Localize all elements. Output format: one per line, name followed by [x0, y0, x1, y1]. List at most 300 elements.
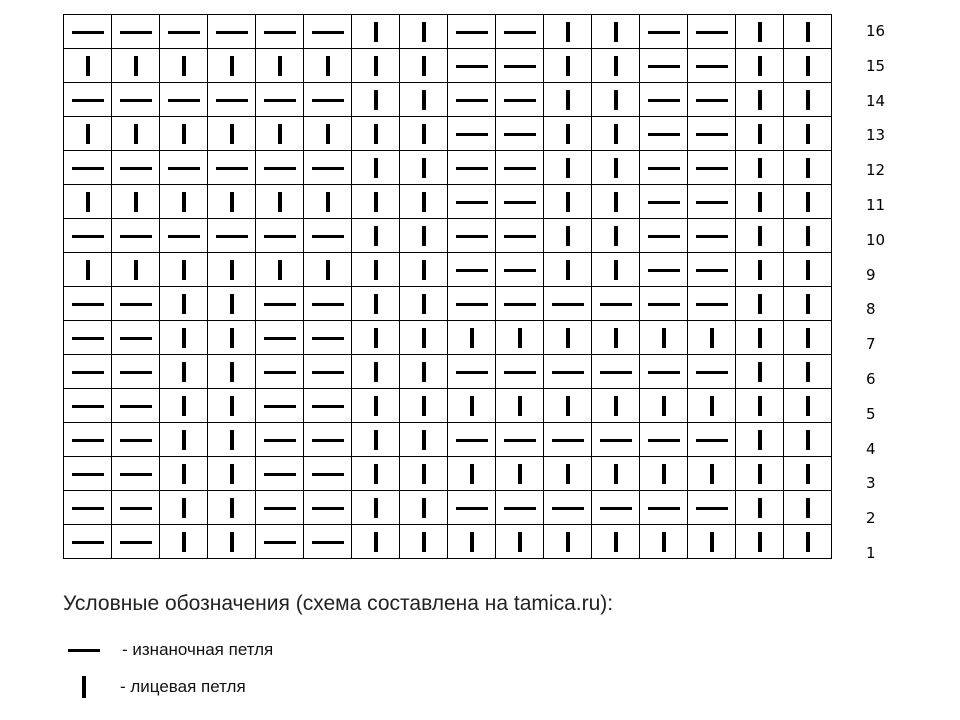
purl-stitch-dash-icon — [648, 167, 680, 170]
chart-cell — [64, 355, 112, 389]
chart-cell — [640, 355, 688, 389]
chart-cell — [640, 457, 688, 491]
row-number: 10 — [866, 230, 886, 249]
chart-cell — [784, 253, 832, 287]
chart-cell — [160, 287, 208, 321]
chart-cell — [448, 423, 496, 457]
knit-stitch-bar-icon — [518, 532, 522, 552]
chart-cell — [400, 117, 448, 151]
chart-cell — [112, 83, 160, 117]
chart-cell — [256, 253, 304, 287]
knit-stitch-bar-icon — [182, 464, 186, 484]
chart-cell — [688, 321, 736, 355]
row-number: 9 — [866, 265, 876, 284]
purl-stitch-dash-icon — [504, 507, 536, 510]
purl-stitch-dash-icon — [648, 65, 680, 68]
knit-stitch-bar-icon — [182, 430, 186, 450]
chart-row — [64, 423, 832, 457]
knit-stitch-bar-icon — [566, 22, 570, 42]
purl-stitch-dash-icon — [600, 303, 632, 306]
chart-cell — [160, 423, 208, 457]
row-number: 4 — [866, 439, 876, 458]
chart-cell — [544, 525, 592, 559]
chart-cell — [496, 491, 544, 525]
chart-cell — [784, 117, 832, 151]
chart-cell — [688, 525, 736, 559]
chart-cell — [160, 83, 208, 117]
chart-cell — [688, 457, 736, 491]
knit-stitch-bar-icon — [374, 226, 378, 246]
knit-stitch-bar-icon — [806, 328, 810, 348]
purl-stitch-dash-icon — [72, 99, 104, 102]
chart-cell — [496, 525, 544, 559]
chart-cell — [160, 355, 208, 389]
chart-cell — [448, 287, 496, 321]
chart-cell — [112, 49, 160, 83]
row-number: 2 — [866, 509, 876, 528]
chart-cell — [112, 253, 160, 287]
purl-stitch-dash-icon — [312, 473, 344, 476]
row-number: 12 — [866, 161, 886, 180]
chart-cell — [304, 355, 352, 389]
purl-stitch-dash-icon — [72, 337, 104, 340]
knit-stitch-bar-icon — [422, 430, 426, 450]
purl-stitch-dash-icon — [216, 31, 248, 34]
chart-cell — [640, 423, 688, 457]
chart-cell — [688, 355, 736, 389]
knit-stitch-bar-icon — [566, 192, 570, 212]
purl-stitch-dash-icon — [648, 269, 680, 272]
knit-stitch-bar-icon — [758, 90, 762, 110]
chart-cell — [784, 355, 832, 389]
purl-stitch-dash-icon — [72, 541, 104, 544]
knit-stitch-bar-icon — [806, 430, 810, 450]
knit-stitch-bar-icon — [326, 56, 330, 76]
chart-cell — [592, 525, 640, 559]
purl-stitch-dash-icon — [456, 269, 488, 272]
knit-stitch-bar-icon — [374, 158, 378, 178]
chart-cell — [544, 15, 592, 49]
purl-stitch-dash-icon — [312, 371, 344, 374]
knit-stitch-bar-icon — [374, 498, 378, 518]
purl-stitch-dash-icon — [312, 303, 344, 306]
chart-cell — [448, 15, 496, 49]
purl-stitch-dash-icon — [120, 303, 152, 306]
chart-cell — [736, 253, 784, 287]
chart-cell — [784, 321, 832, 355]
chart-cell — [304, 185, 352, 219]
chart-cell — [304, 49, 352, 83]
knit-stitch-bar-icon — [758, 22, 762, 42]
knit-stitch-bar-icon — [134, 124, 138, 144]
chart-cell — [352, 287, 400, 321]
chart-cell — [592, 355, 640, 389]
purl-stitch-dash-icon — [216, 235, 248, 238]
chart-cell — [592, 15, 640, 49]
chart-cell — [592, 389, 640, 423]
purl-stitch-dash-icon — [696, 303, 728, 306]
purl-stitch-dash-icon — [168, 235, 200, 238]
purl-stitch-dash-icon — [168, 99, 200, 102]
purl-stitch-dash-icon — [264, 167, 296, 170]
chart-cell — [688, 491, 736, 525]
chart-cell — [352, 185, 400, 219]
chart-cell — [784, 491, 832, 525]
knit-stitch-bar-icon — [182, 498, 186, 518]
chart-cell — [640, 151, 688, 185]
chart-cell — [304, 525, 352, 559]
chart-cell — [688, 219, 736, 253]
chart-cell — [112, 219, 160, 253]
knit-stitch-bar-icon — [278, 124, 282, 144]
knit-stitch-bar-icon — [662, 464, 666, 484]
chart-cell — [256, 83, 304, 117]
knit-stitch-bar-icon — [758, 532, 762, 552]
chart-cell — [640, 83, 688, 117]
knit-stitch-bar-icon — [182, 362, 186, 382]
chart-cell — [160, 389, 208, 423]
chart-row — [64, 389, 832, 423]
chart-cell — [544, 423, 592, 457]
knit-stitch-bar-icon — [422, 498, 426, 518]
chart-cell — [112, 287, 160, 321]
knit-stitch-bar-icon — [758, 56, 762, 76]
knit-stitch-bar-icon — [566, 396, 570, 416]
chart-cell — [400, 389, 448, 423]
chart-cell — [544, 185, 592, 219]
purl-stitch-dash-icon — [72, 473, 104, 476]
purl-stitch-dash-icon — [168, 167, 200, 170]
purl-stitch-dash-icon — [120, 541, 152, 544]
chart-row — [64, 117, 832, 151]
knit-stitch-bar-icon — [758, 328, 762, 348]
row-number: 13 — [866, 126, 886, 145]
chart-cell — [112, 15, 160, 49]
purl-stitch-dash-icon — [504, 235, 536, 238]
purl-stitch-dash-icon — [696, 99, 728, 102]
knit-stitch-bar-icon — [806, 226, 810, 246]
purl-stitch-dash-icon — [312, 337, 344, 340]
chart-cell — [544, 321, 592, 355]
chart-cell — [304, 491, 352, 525]
knit-stitch-bar-icon — [806, 532, 810, 552]
purl-stitch-dash-icon — [120, 99, 152, 102]
chart-cell — [592, 185, 640, 219]
chart-cell — [304, 457, 352, 491]
chart-cell — [208, 15, 256, 49]
knit-stitch-bar-icon — [422, 294, 426, 314]
purl-stitch-dash-icon — [216, 167, 248, 170]
chart-cell — [160, 491, 208, 525]
chart-row — [64, 355, 832, 389]
purl-stitch-dash-icon — [312, 235, 344, 238]
chart-cell — [448, 457, 496, 491]
chart-cell — [544, 117, 592, 151]
chart-cell — [208, 151, 256, 185]
chart-cell — [688, 15, 736, 49]
purl-stitch-dash-icon — [648, 303, 680, 306]
purl-stitch-dash-icon — [696, 133, 728, 136]
chart-cell — [400, 253, 448, 287]
chart-cell — [256, 49, 304, 83]
purl-stitch-dash-icon — [72, 507, 104, 510]
purl-stitch-dash-icon — [504, 439, 536, 442]
knit-stitch-bar-icon — [566, 532, 570, 552]
knit-stitch-bar-icon — [278, 260, 282, 280]
purl-stitch-dash-icon — [120, 473, 152, 476]
purl-stitch-dash-icon — [72, 167, 104, 170]
knit-stitch-bar-icon — [422, 192, 426, 212]
chart-cell — [160, 525, 208, 559]
knit-stitch-bar-icon — [182, 56, 186, 76]
knit-stitch-bar-icon — [422, 124, 426, 144]
chart-cell — [736, 457, 784, 491]
chart-cell — [352, 491, 400, 525]
chart-cell — [64, 253, 112, 287]
knit-stitch-bar-icon — [614, 192, 618, 212]
chart-cell — [256, 423, 304, 457]
knit-stitch-bar-icon — [422, 56, 426, 76]
chart-cell — [784, 83, 832, 117]
knit-stitch-bar-icon — [566, 260, 570, 280]
chart-cell — [400, 287, 448, 321]
chart-row — [64, 49, 832, 83]
chart-cell — [208, 457, 256, 491]
knit-stitch-bar-icon — [614, 22, 618, 42]
knit-stitch-bar-icon — [614, 226, 618, 246]
purl-stitch-dash-icon — [120, 235, 152, 238]
knit-stitch-bar-icon — [806, 294, 810, 314]
purl-stitch-dash-icon — [696, 65, 728, 68]
knit-stitch-bar-icon — [518, 396, 522, 416]
knit-stitch-bar-icon — [86, 124, 90, 144]
chart-row — [64, 219, 832, 253]
chart-cell — [640, 117, 688, 151]
chart-cell — [208, 117, 256, 151]
knit-stitch-bar-icon — [374, 90, 378, 110]
chart-cell — [592, 219, 640, 253]
knit-stitch-bar-icon — [374, 430, 378, 450]
knit-stitch-bar-icon — [374, 294, 378, 314]
chart-cell — [544, 355, 592, 389]
purl-stitch-dash-icon — [504, 269, 536, 272]
chart-cell — [160, 151, 208, 185]
knit-stitch-bar-icon — [422, 362, 426, 382]
purl-stitch-dash-icon — [216, 99, 248, 102]
chart-cell — [544, 389, 592, 423]
chart-cell — [256, 457, 304, 491]
chart-cell — [160, 117, 208, 151]
chart-cell — [688, 423, 736, 457]
chart-cell — [640, 15, 688, 49]
chart-cell — [736, 287, 784, 321]
chart-cell — [400, 151, 448, 185]
chart-cell — [256, 219, 304, 253]
chart-cell — [64, 219, 112, 253]
knit-stitch-bar-icon — [518, 328, 522, 348]
knit-stitch-bar-icon — [374, 396, 378, 416]
chart-cell — [208, 287, 256, 321]
knit-stitch-bar-icon — [422, 226, 426, 246]
knit-stitch-bar-icon — [422, 328, 426, 348]
chart-cell — [256, 491, 304, 525]
chart-cell — [112, 457, 160, 491]
knit-stitch-bar-icon — [566, 90, 570, 110]
knit-stitch-bar-icon — [758, 294, 762, 314]
legend-knit-label: - лицевая петля — [120, 677, 246, 696]
knit-stitch-bar-icon — [518, 464, 522, 484]
knit-stitch-bar-icon — [806, 192, 810, 212]
knit-stitch-bar-icon — [758, 124, 762, 144]
chart-cell — [736, 491, 784, 525]
chart-cell — [64, 287, 112, 321]
knit-stitch-bar-icon — [758, 498, 762, 518]
knit-stitch-bar-icon — [374, 464, 378, 484]
row-number: 11 — [866, 195, 886, 214]
chart-cell — [64, 117, 112, 151]
row-number: 3 — [866, 474, 876, 493]
purl-stitch-dash-icon — [696, 201, 728, 204]
knit-stitch-bar-icon — [422, 464, 426, 484]
purl-stitch-dash-icon — [696, 235, 728, 238]
row-number: 6 — [866, 369, 876, 388]
chart-cell — [208, 355, 256, 389]
chart-cell — [448, 151, 496, 185]
purl-stitch-dash-icon — [696, 507, 728, 510]
chart-row — [64, 185, 832, 219]
chart-cell — [448, 83, 496, 117]
chart-cell — [304, 423, 352, 457]
legend-knit — [68, 676, 246, 698]
chart-cell — [256, 355, 304, 389]
row-number: 15 — [866, 56, 886, 75]
chart-cell — [112, 185, 160, 219]
chart-cell — [784, 423, 832, 457]
chart-cell — [208, 491, 256, 525]
purl-stitch-dash-icon — [312, 167, 344, 170]
chart-cell — [304, 15, 352, 49]
chart-cell — [784, 389, 832, 423]
chart-cell — [688, 117, 736, 151]
chart-cell — [64, 83, 112, 117]
purl-stitch-dash-icon — [504, 31, 536, 34]
chart-cell — [496, 389, 544, 423]
chart-cell — [736, 389, 784, 423]
knit-stitch-bar-icon — [614, 90, 618, 110]
chart-cell — [640, 321, 688, 355]
knit-stitch-bar-icon — [566, 328, 570, 348]
row-number: 8 — [866, 300, 876, 319]
chart-cell — [784, 151, 832, 185]
knit-stitch-bar-icon — [230, 532, 234, 552]
chart-cell — [64, 15, 112, 49]
knit-stitch-bar-icon — [182, 294, 186, 314]
chart-cell — [640, 49, 688, 83]
purl-stitch-dash-icon — [120, 371, 152, 374]
purl-stitch-dash-icon — [648, 31, 680, 34]
purl-stitch-dash-icon — [264, 303, 296, 306]
purl-stitch-dash-icon — [456, 439, 488, 442]
knit-stitch-bar-icon — [374, 328, 378, 348]
chart-cell — [784, 15, 832, 49]
knit-stitch-bar-icon — [422, 396, 426, 416]
chart-cell — [448, 355, 496, 389]
knit-stitch-bar-icon — [134, 56, 138, 76]
chart-cell — [544, 83, 592, 117]
knit-stitch-bar-icon — [182, 328, 186, 348]
chart-cell — [208, 253, 256, 287]
knit-stitch-bar-icon — [182, 260, 186, 280]
chart-cell — [352, 15, 400, 49]
knit-stitch-bar-icon — [614, 396, 618, 416]
chart-row — [64, 151, 832, 185]
chart-cell — [784, 219, 832, 253]
knit-stitch-bar-icon — [470, 464, 474, 484]
knit-stitch-bar-icon — [566, 226, 570, 246]
chart-cell — [496, 151, 544, 185]
purl-stitch-dash-icon — [312, 31, 344, 34]
knit-stitch-bar-icon — [422, 532, 426, 552]
purl-stitch-dash-icon — [264, 371, 296, 374]
knit-stitch-bar-icon — [614, 124, 618, 144]
chart-cell — [64, 151, 112, 185]
knit-stitch-bar-icon — [710, 464, 714, 484]
chart-cell — [304, 83, 352, 117]
knit-stitch-bar-icon — [614, 464, 618, 484]
knit-stitch-bar-icon — [230, 192, 234, 212]
purl-stitch-dash-icon — [648, 507, 680, 510]
chart-cell — [784, 525, 832, 559]
knit-stitch-bar-icon — [182, 396, 186, 416]
chart-cell — [400, 355, 448, 389]
knit-stitch-bar-icon — [230, 260, 234, 280]
knit-stitch-bar-icon — [806, 56, 810, 76]
chart-cell — [496, 321, 544, 355]
chart-cell — [352, 355, 400, 389]
chart-row — [64, 83, 832, 117]
knit-stitch-bar-icon — [758, 430, 762, 450]
knit-stitch-bar-icon — [566, 124, 570, 144]
chart-cell — [304, 151, 352, 185]
purl-stitch-dash-icon — [312, 507, 344, 510]
knit-stitch-bar-icon — [374, 260, 378, 280]
purl-stitch-dash-icon — [72, 439, 104, 442]
chart-cell — [736, 321, 784, 355]
chart-cell — [208, 389, 256, 423]
chart-cell — [160, 15, 208, 49]
chart-cell — [160, 49, 208, 83]
purl-stitch-dash-icon — [504, 167, 536, 170]
purl-stitch-dash-icon — [504, 303, 536, 306]
chart-cell — [112, 423, 160, 457]
purl-stitch-dash-icon — [456, 31, 488, 34]
chart-cell — [688, 287, 736, 321]
chart-cell — [304, 219, 352, 253]
row-number: 14 — [866, 91, 886, 110]
purl-stitch-dash-icon — [120, 507, 152, 510]
purl-stitch-dash-icon — [72, 31, 104, 34]
chart-row — [64, 287, 832, 321]
knit-stitch-bar-icon — [470, 532, 474, 552]
knit-stitch-bar-icon — [614, 158, 618, 178]
chart-cell — [160, 253, 208, 287]
purl-stitch-dash-icon — [120, 439, 152, 442]
knit-stitch-bar-icon — [230, 294, 234, 314]
chart-row — [64, 321, 832, 355]
chart-cell — [400, 525, 448, 559]
row-number-column — [866, 14, 916, 571]
chart-cell — [592, 49, 640, 83]
